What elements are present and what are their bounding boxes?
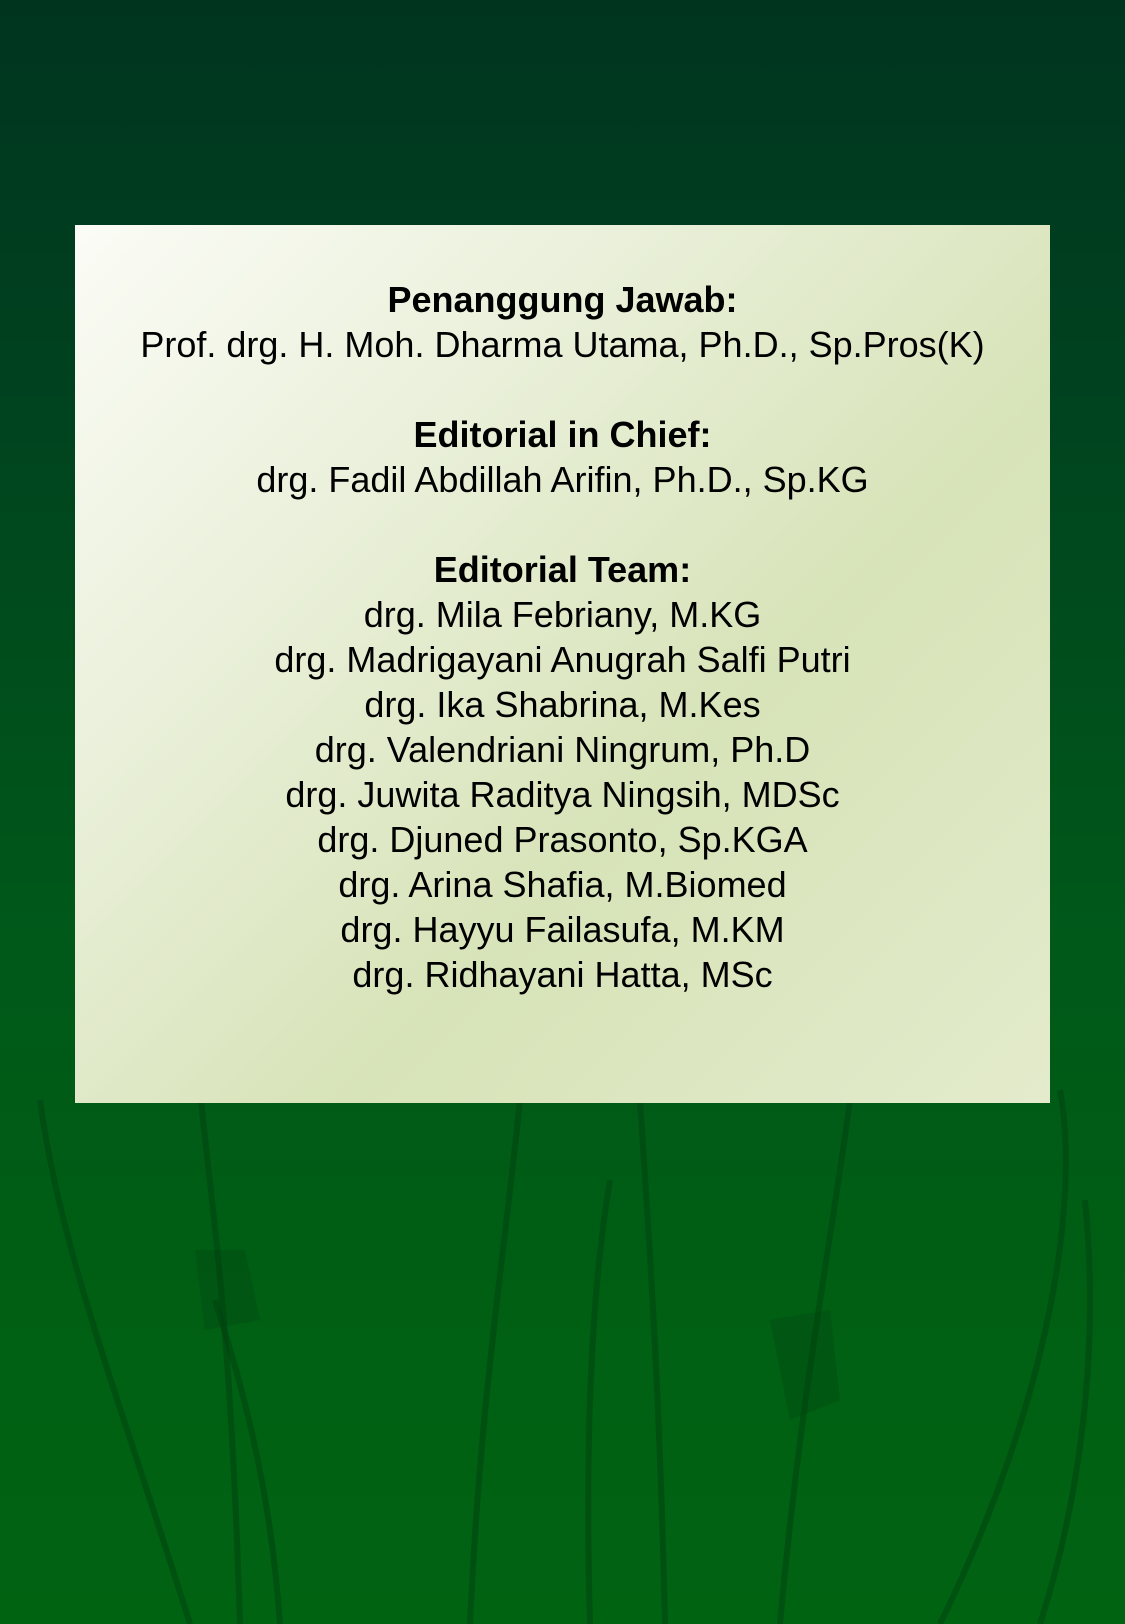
responsible-section	[75, 277, 1050, 367]
team-heading: Editorial Team:	[433, 549, 692, 590]
chief-name: drg. Fadil Abdillah Arifin, Ph.D., Sp.KG	[256, 459, 869, 500]
responsible-heading: Penanggung Jawab:	[387, 279, 738, 320]
team-member: drg. Juwita Raditya Ningsih, MDSc	[285, 774, 840, 815]
team-member: drg. Djuned Prasonto, Sp.KGA	[317, 819, 808, 860]
team-section	[75, 547, 1050, 997]
team-member: drg. Mila Febriany, M.KG	[363, 594, 762, 635]
chief-heading: Editorial in Chief:	[413, 414, 712, 455]
team-member: drg. Madrigayani Anugrah Salfi Putri	[274, 639, 851, 680]
team-member: drg. Ridhayani Hatta, MSc	[352, 954, 773, 995]
team-member: drg. Ika Shabrina, M.Kes	[364, 684, 761, 725]
responsible-name: Prof. drg. H. Moh. Dharma Utama, Ph.D., Sp.Pros(K)	[140, 324, 985, 365]
chief-section	[75, 412, 1050, 502]
team-member: drg. Hayyu Failasufa, M.KM	[340, 909, 785, 950]
team-member: drg. Valendriani Ningrum, Ph.D	[314, 729, 811, 770]
team-member: drg. Arina Shafia, M.Biomed	[338, 864, 787, 905]
editorial-board-panel	[75, 225, 1050, 1103]
